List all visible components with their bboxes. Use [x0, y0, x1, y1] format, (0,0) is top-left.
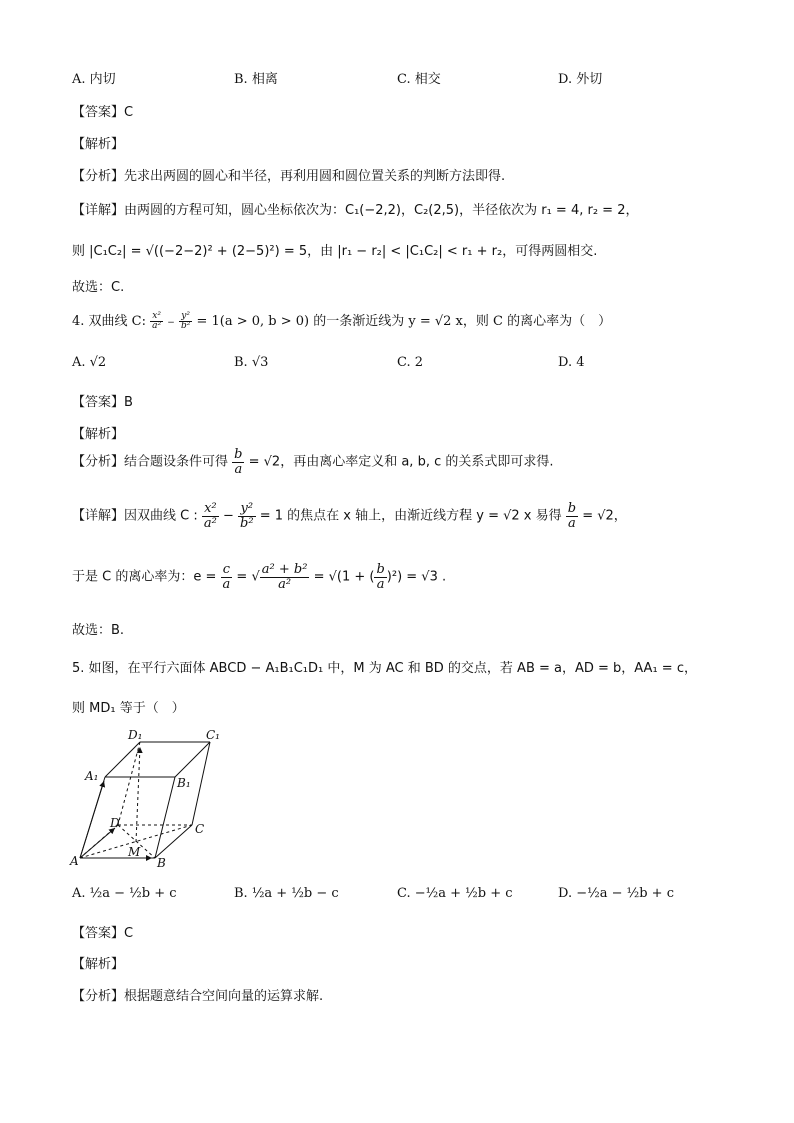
- edge-c1c: [192, 742, 210, 825]
- q4-eccen-fraction-ca: $\frac{c}{a}$: [222, 562, 231, 592]
- label-m: M: [128, 845, 141, 859]
- q3-option-b: B. 相离: [234, 72, 278, 87]
- q4-option-d: D. 4: [558, 355, 585, 370]
- q4-option-c: C. 2: [397, 355, 424, 370]
- q4-stem-fraction-y: $\frac{\text{y²}}{\text{b²}}$: [180, 310, 191, 331]
- q3-conclusion: 故选：C.: [72, 280, 125, 295]
- label-c1: C₁: [206, 728, 220, 742]
- parallelepiped-figure: [60, 725, 240, 870]
- label-b1: B₁: [177, 776, 191, 790]
- q4-option-b: B. √3: [234, 355, 269, 370]
- q4-option-a: A. √2: [72, 355, 107, 370]
- vector-ad: [80, 828, 115, 858]
- q5-option-c: C. −½a + ½b + c: [397, 886, 513, 901]
- label-c: C: [195, 822, 205, 836]
- q5-option-b: B. ½a + ½b − c: [234, 886, 339, 901]
- q5-analysis: 【分析】根据题意结合空间向量的运算求解.: [72, 989, 324, 1004]
- label-b: B: [157, 856, 166, 870]
- q5-jiexi: 【解析】: [72, 957, 125, 972]
- q4-stem-start: 4. 双曲线 C:: [72, 314, 146, 329]
- vector-md1: [136, 747, 140, 842]
- vector-aa1: [80, 781, 104, 858]
- edge-d1d-hidden: [118, 742, 140, 825]
- label-a: A: [70, 854, 79, 868]
- edge-d1a1: [105, 742, 140, 777]
- q4-eccentricity: 于是 C 的离心率为：e = $\frac{c}{a}$ = √ $\frac{\text{a² + b²}}{\text{a²}}$ = √(1 + ( $\frac{b}{a}$ )²) = √3 .: [72, 562, 447, 592]
- edge-b1b: [155, 777, 175, 858]
- q4-eccen-fraction-ab: $\frac{\text{a² + b²}}{\text{a²}}$: [261, 562, 308, 592]
- label-d: D: [110, 816, 120, 830]
- q4-eccen-fraction-ba: $\frac{b}{a}$: [376, 562, 385, 592]
- q3-analysis: 【分析】先求出两圆的圆心和半径，再利用圆和圆位置关系的判断方法即得.: [72, 169, 506, 184]
- q3-detail-line1: 【详解】由两圆的方程可知，圆心坐标依次为：C₁(−2,2)，C₂(2,5)，半径依次为 r₁ = 4, r₂ = 2，: [72, 203, 639, 218]
- q4-answer: 【答案】B: [72, 395, 133, 410]
- label-a1: A₁: [85, 769, 99, 783]
- q4-analysis: 【分析】结合题设条件可得 $\frac{b}{a}$ = √2，再由离心率定义和 a, b, c 的关系式即可求得.: [72, 447, 554, 477]
- q4-stem-fraction-x: $\frac{\text{x²}}{\text{a²}}$: [152, 310, 162, 331]
- q4-detail-fraction-y: $\frac{\text{y²}}{\text{b²}}$: [240, 501, 254, 531]
- q4-stem-end: = 1(a > 0, b > 0) 的一条渐近线为 y = √2 x，则 C 的离心率为（ ）: [196, 314, 612, 329]
- q5-stem-line2: 则 MD₁ 等于（ ）: [72, 701, 185, 716]
- q4-analysis-fraction: $\frac{b}{a}$: [234, 447, 243, 477]
- q5-answer: 【答案】C: [72, 926, 134, 941]
- q4-jiexi: 【解析】: [72, 427, 125, 442]
- q3-detail-line2: 则 |C₁C₂| = √((−2−2)² + (2−5)²) = 5，由 |r₁ − r₂| < |C₁C₂| < r₁ + r₂，可得两圆相交.: [72, 244, 598, 259]
- q4-conclusion: 故选：B.: [72, 623, 125, 638]
- q3-jiexi: 【解析】: [72, 137, 125, 152]
- q5-option-a: A. ½a − ½b + c: [72, 886, 177, 901]
- label-d1: D₁: [128, 728, 143, 742]
- q3-option-a: A. 内切: [72, 72, 116, 87]
- q4-detail: 【详解】因双曲线 C : $\frac{\text{x²}}{\text{a²}}$ − $\frac{\text{y²}}{\text{b²}}$ = 1 的焦点在 x 轴上，由渐近线方程 y = √2 x 易得 $\frac{b}{a}$ = √2，: [72, 501, 627, 531]
- q4-detail-fraction-x: $\frac{\text{x²}}{\text{a²}}$: [203, 501, 217, 531]
- q5-stem-line1: 5. 如图，在平行六面体 ABCD − A₁B₁C₁D₁ 中，M 为 AC 和 BD 的交点，若 AB = a，AD = b，AA₁ = c，: [72, 661, 697, 676]
- q5-option-d: D. −½a − ½b + c: [558, 886, 674, 901]
- q3-answer: 【答案】C: [72, 105, 134, 120]
- q4-detail-fraction-ba: $\frac{b}{a}$: [567, 501, 577, 531]
- q4-stem: 4. 双曲线 C: $\frac{\text{x²}}{\text{a²}}$ − $\frac{\text{y²}}{\text{b²}}$ = 1(a > 0, b > 0) 的一条渐近线为 y = √2 x，则 C 的离心率为（ ）: [72, 310, 612, 331]
- edge-c1b1: [175, 742, 210, 777]
- q3-option-c: C. 相交: [397, 72, 441, 87]
- q3-option-d: D. 外切: [558, 72, 603, 87]
